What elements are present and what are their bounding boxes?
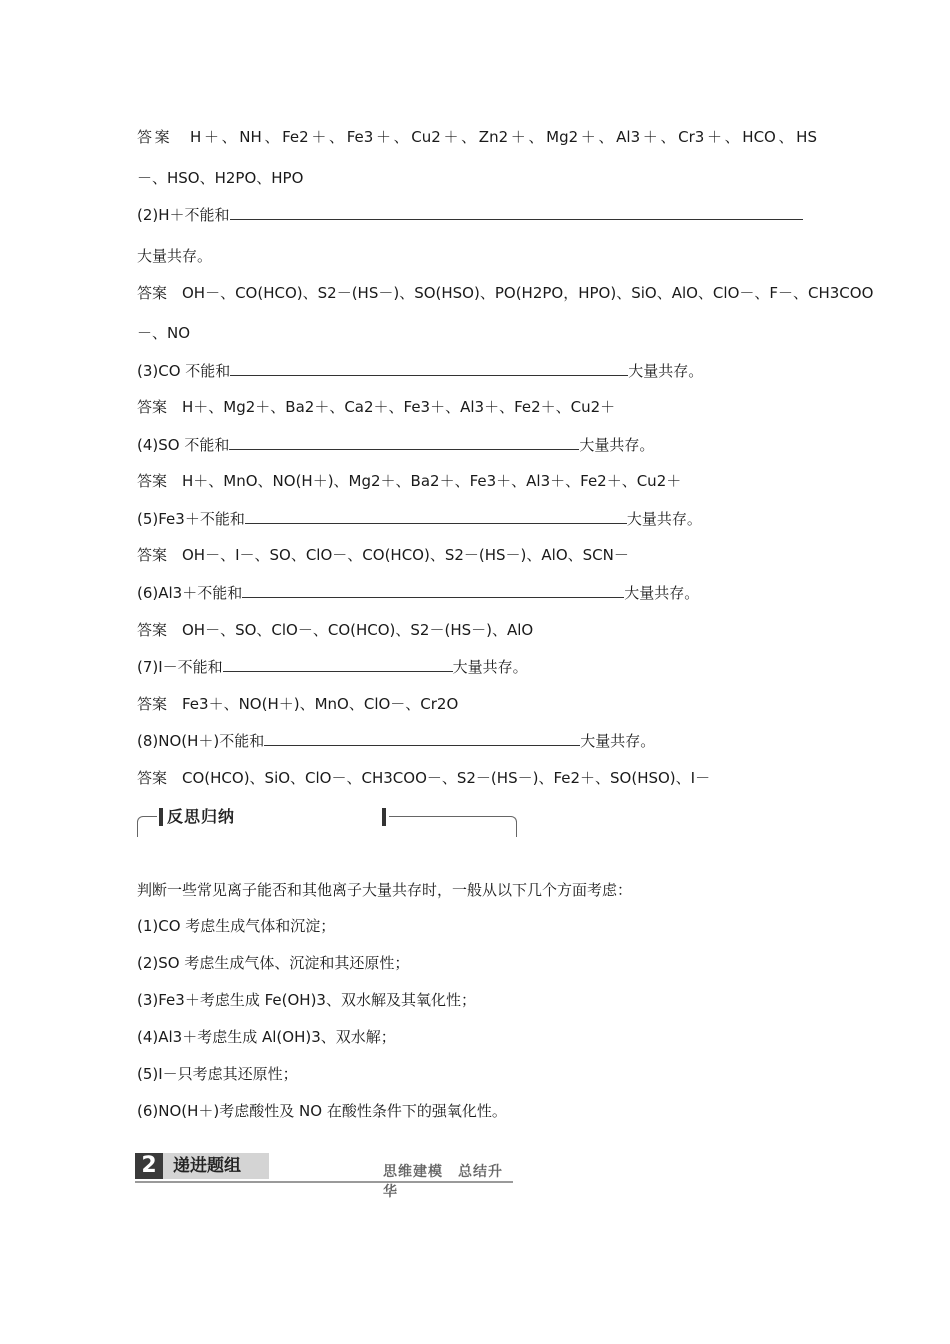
summary-item-2: (2)SO 考虑生成气体、沉淀和其还原性； xyxy=(137,954,410,972)
question-5-text: (5)Fe3＋不能和 xyxy=(137,510,245,528)
question-6-text: (6)Al3＋不能和 xyxy=(137,584,243,602)
question-4-tail: 大量共存。 xyxy=(579,436,655,454)
summary-item-4: (4)Al3＋考虑生成 Al(OH)3、双水解； xyxy=(137,1028,396,1046)
answer-blank xyxy=(230,360,628,376)
question-7 xyxy=(137,656,817,677)
answer-5: 答案 OH－、I－、SO、ClO－、CO(HCO)、S2－(HS－)、AlO、SCN－ xyxy=(137,546,629,564)
answer-6: 答案 OH－、SO、ClO－、CO(HCO)、S2－(HS－)、AlO xyxy=(137,621,534,639)
question-5-tail: 大量共存。 xyxy=(626,510,702,528)
question-6 xyxy=(137,582,817,603)
banner-bar-right xyxy=(382,808,386,826)
banner-title: 反思归纳 xyxy=(167,807,236,826)
section-number: 2 xyxy=(135,1153,163,1179)
question-2 xyxy=(137,204,817,225)
answer-blank xyxy=(229,434,579,450)
question-3 xyxy=(137,360,817,381)
answer-7: 答案 Fe3＋、NO(H＋)、MnO、ClO－、Cr2O xyxy=(137,695,459,713)
summary-item-1: (1)CO 考虑生成气体和沉淀； xyxy=(137,917,336,935)
answer-4: 答案 H＋、MnO、NO(H＋)、Mg2＋、Ba2＋、Fe3＋、Al3＋、Fe2＋、Cu2＋ xyxy=(137,472,682,490)
answer-blank xyxy=(223,656,453,672)
answer-1: 答案 H＋、NH、Fe2＋、Fe3＋、Cu2＋、Zn2＋、Mg2＋、Al3＋、Cr3＋、HCO、HS xyxy=(137,128,817,146)
question-8-text: (8)NO(H＋)不能和 xyxy=(137,732,265,750)
answer-blank xyxy=(242,582,624,598)
answer-blank xyxy=(264,730,580,746)
question-7-text: (7)I－不能和 xyxy=(137,658,223,676)
section-header xyxy=(135,1153,513,1200)
answer-3: 答案 H＋、Mg2＋、Ba2＋、Ca2＋、Fe3＋、Al3＋、Fe2＋、Cu2＋ xyxy=(137,398,616,416)
answer-blank xyxy=(230,204,803,220)
answer-8: 答案 CO(HCO)、SiO、ClO－、CH3COO－、S2－(HS－)、Fe2＋、SO(HSO)、I－ xyxy=(137,769,711,787)
question-8 xyxy=(137,730,817,751)
question-8-tail: 大量共存。 xyxy=(580,732,656,750)
section-subtitle: 思维建模 总结升华 xyxy=(383,1164,503,1200)
question-7-tail: 大量共存。 xyxy=(452,658,528,676)
question-3-tail: 大量共存。 xyxy=(628,362,704,380)
summary-item-6: (6)NO(H＋)考虑酸性及 NO 在酸性条件下的强氧化性。 xyxy=(137,1102,507,1120)
question-6-tail: 大量共存。 xyxy=(624,584,700,602)
reflection-banner xyxy=(137,806,519,838)
answer-2-cont: －、NO xyxy=(137,324,191,342)
answer-blank xyxy=(245,508,627,524)
question-4 xyxy=(137,434,817,455)
question-5 xyxy=(137,508,817,529)
summary-item-3: (3)Fe3＋考虑生成 Fe(OH)3、双水解及其氧化性； xyxy=(137,991,476,1009)
question-4-text: (4)SO 不能和 xyxy=(137,436,230,454)
summary-item-5: (5)I－只考虑其还原性； xyxy=(137,1065,298,1083)
answer-1-cont: －、HSO、H2PO、HPO xyxy=(137,169,304,187)
question-3-text: (3)CO 不能和 xyxy=(137,362,231,380)
banner-bar-left xyxy=(159,808,163,826)
question-2-tail: 大量共存。 xyxy=(137,247,213,265)
section-title: 递进题组 xyxy=(163,1153,269,1179)
summary-intro: 判断一些常见离子能否和其他离子大量共存时，一般从以下几个方面考虑： xyxy=(137,881,633,899)
question-2-text: (2)H＋不能和 xyxy=(137,206,230,224)
answer-2: 答案 OH－、CO(HCO)、S2－(HS－)、SO(HSO)、PO(H2PO，HPO)、SiO、AlO、ClO－、F－、CH3COO xyxy=(137,284,874,302)
